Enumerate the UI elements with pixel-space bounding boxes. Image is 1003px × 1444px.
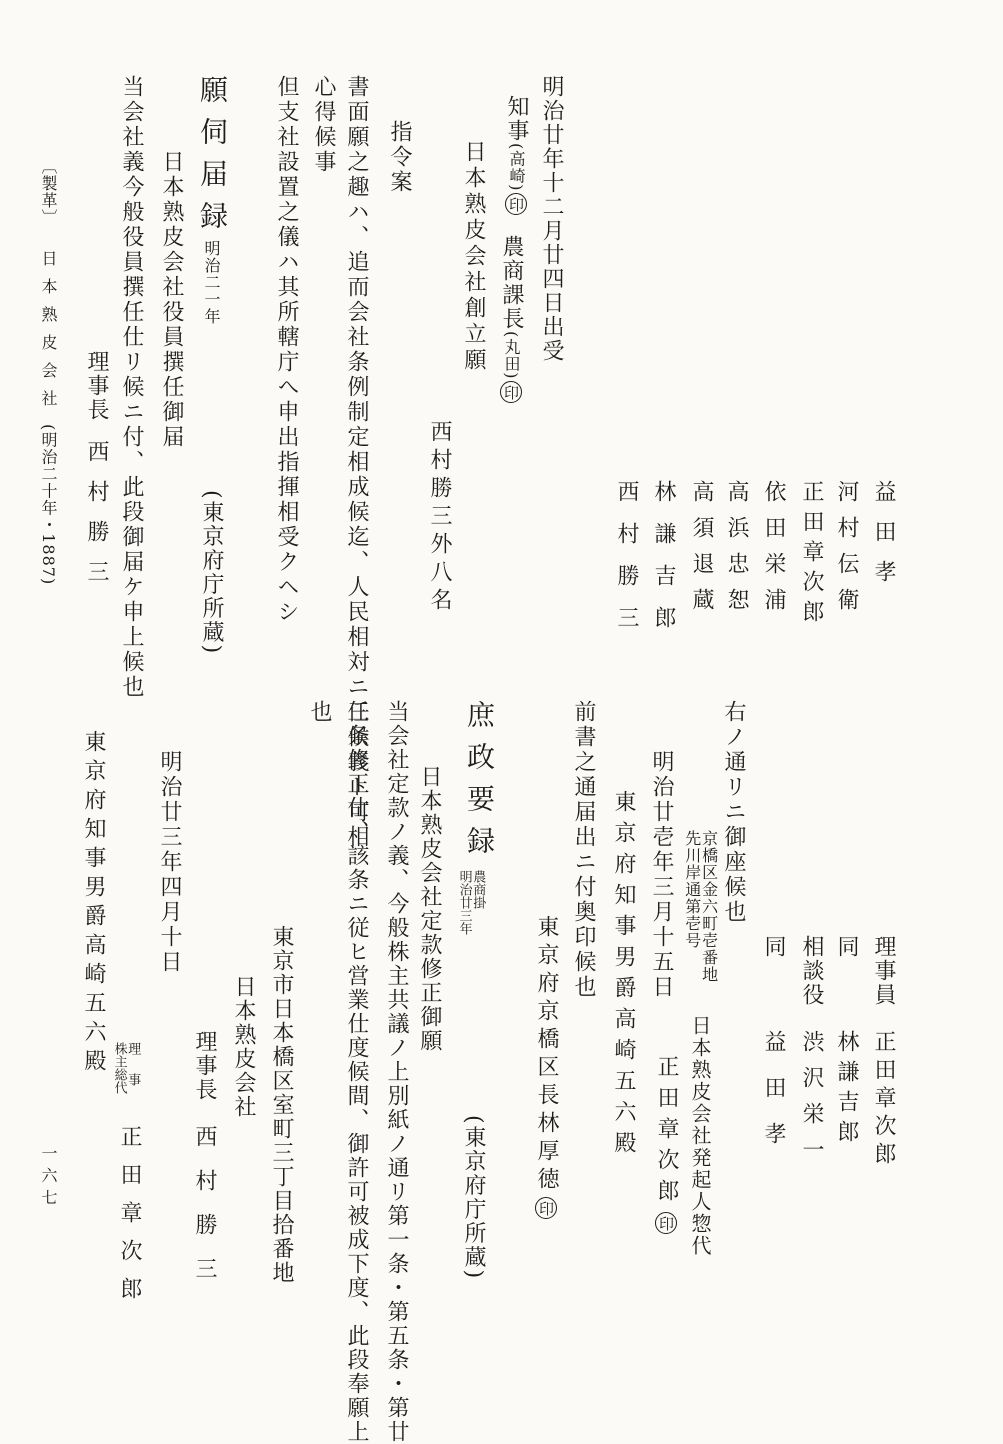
doc3-rep-name: 正田章次郎 (117, 1125, 142, 1315)
member-name: 依田栄浦 (761, 480, 786, 624)
doc2-addressee: 東京府知事男爵高崎五六殿 (611, 790, 636, 1162)
section-chief-signature (500, 235, 522, 405)
address-line: 京橋区金六町壱番地 (699, 830, 719, 983)
doc2-source-title: 願伺届録 (196, 75, 229, 243)
source-sub-line: 明治廿三年 (456, 870, 472, 935)
officer-title: 同 (834, 935, 859, 959)
president-title: 理事長 (84, 350, 109, 422)
president-name: 西村勝三 (84, 440, 109, 600)
member-name: 正田章次郎 (799, 480, 824, 630)
rep-label-line: 株主総代 (111, 1042, 127, 1094)
doc3-source-title: 庶政要録 (463, 700, 496, 868)
directive-line2: 心得候事 (311, 75, 336, 175)
officer-name: 正田章次郎 (871, 1030, 896, 1170)
doc1-subject: 日本熟皮会社創立願 (461, 140, 486, 374)
officer-title: 同 (761, 935, 786, 959)
governor-name: (高崎) (507, 143, 526, 192)
doc2-source-archive: (東京府庁所蔵) (199, 490, 224, 656)
doc2-closing-date: 明治廿壱年三月十五日 (649, 750, 674, 1000)
doc2-body: 当会社義今般役員撰任仕リ候ニ付、此段御届ケ申上候也 (119, 75, 144, 700)
doc3-source-sub (457, 870, 484, 935)
doc3-date: 明治廿三年四月十日 (157, 750, 182, 975)
doc3-president-title: 理事長 (192, 1030, 217, 1102)
doc3-rep-label (112, 1042, 139, 1104)
officer-name: 渋沢栄一 (799, 1030, 824, 1174)
doc3-company: 日本熟皮会社 (231, 975, 256, 1119)
ward-head-signature (535, 915, 557, 1221)
doc3-address: 東京市日本橋区室町三丁目拾番地 (269, 925, 294, 1285)
member-name: 西村勝三 (614, 480, 639, 648)
doc3-body-line3: 也 (307, 700, 332, 724)
directive-heading: 指令案 (387, 120, 412, 195)
doc2-note: 右ノ通リニ御座候也 (721, 700, 746, 925)
representative-signature (655, 1055, 677, 1236)
ward-head: 東京府京橋区長林厚徳 (534, 915, 559, 1195)
doc3-addressee: 東京府知事男爵高崎五六殿 (81, 730, 106, 1078)
officer-name: 益田孝 (761, 1030, 786, 1168)
governor-signature (505, 95, 527, 217)
running-head (40, 158, 56, 585)
governor-label: 知事 (504, 95, 529, 143)
officer-title: 理事員 (871, 935, 896, 1007)
representative-address (683, 830, 717, 983)
running-head-date: (明治二十年・1887) (39, 424, 58, 586)
doc2-president (85, 350, 107, 600)
representative-label: 日本熟皮会社発起人惣代 (688, 1015, 712, 1257)
section-chief-label: 農商課長 (499, 235, 524, 331)
seal-mark: 印 (535, 1197, 557, 1219)
doc3-body-line1: 当会社定款ノ義、今般株主共議ノ上別紙ノ通リ第一条・第五条・第廿 (384, 700, 409, 1444)
rep-label-line: 理事 (125, 1042, 141, 1104)
doc3-subject: 日本熟皮会社定款修正御願 (417, 765, 442, 1053)
doc2-source-year: 明治二一年 (202, 240, 221, 325)
member-name: 林謙吉郎 (651, 480, 676, 648)
doc3-body-line2: 三条修正仕、該条ニ従ヒ営業仕度候間、御許可被成下度、此段奉願上 (344, 700, 369, 1444)
officer-title: 相談役 (799, 935, 824, 1007)
member-name: 河村伝衛 (834, 480, 859, 624)
page-number: 一六七 (39, 1145, 58, 1211)
seal-mark: 印 (505, 193, 527, 215)
section-chief-name: (丸田) (502, 331, 521, 380)
doc2-subject: 日本熟皮会社役員撰任御届 (159, 150, 184, 450)
doc3-source-archive: (東京府庁所蔵) (461, 1115, 486, 1281)
doc3-president-name: 西村勝三 (192, 1125, 217, 1301)
address-line: 先川岸通第壱号 (682, 830, 702, 949)
member-name: 益田孝 (871, 480, 896, 600)
doc2-endorsement: 前書之通届出ニ付奥印候也 (571, 700, 596, 1000)
seal-mark: 印 (655, 1212, 677, 1234)
directive-line1: 書面願之趣ハ、追而会社条例制定相成候迄、人民相対ニ任候義ト可相 (344, 75, 369, 850)
member-name: 高須退蔵 (689, 480, 714, 624)
receipt-date: 明治廿年十二月廿四日出受 (539, 75, 564, 363)
member-name: 高浜忠恕 (724, 480, 749, 624)
doc1-sender: 西村勝三外八名 (427, 420, 452, 616)
officer-name: 林謙吉郎 (834, 1030, 859, 1150)
directive-line3: 但支社設置之儀ハ其所轄庁へ申出指揮相受クヘシ (274, 75, 299, 625)
representative-name: 正田章次郎 (654, 1055, 679, 1210)
running-head-company: 日本熟皮会社 (39, 250, 58, 418)
seal-mark: 印 (500, 381, 522, 403)
running-head-category: 〔製革〕 (39, 158, 58, 226)
source-sub-line: 農商掛 (470, 870, 486, 909)
